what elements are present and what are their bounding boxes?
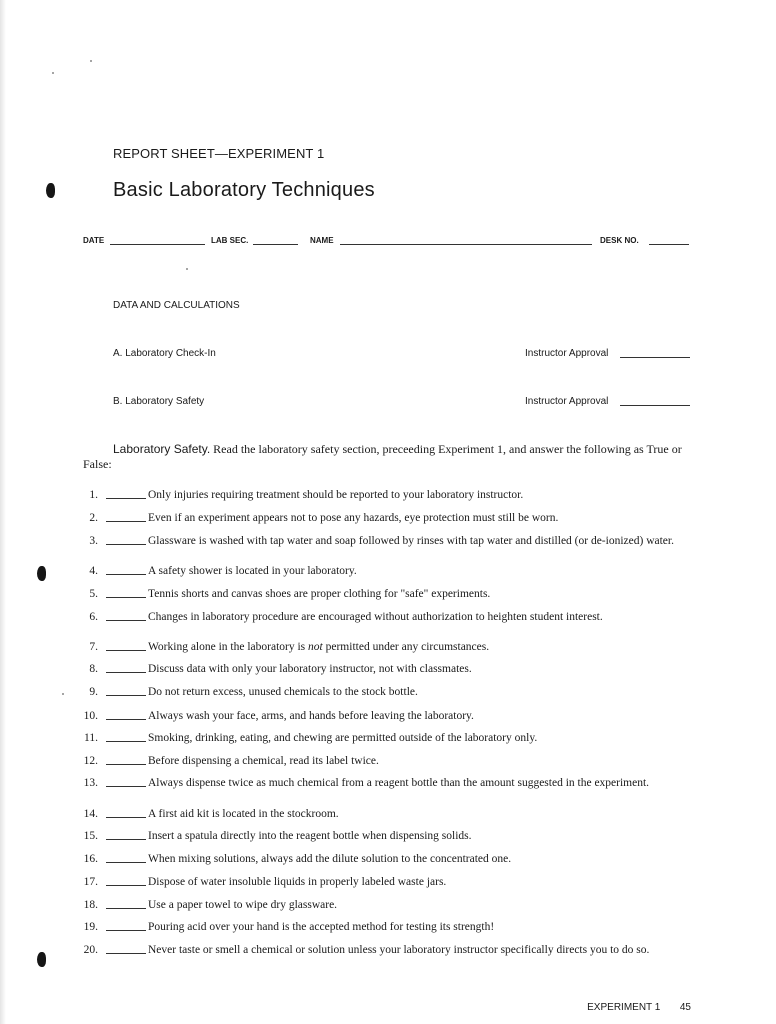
answer-blank[interactable]	[106, 953, 146, 954]
question-text: Discuss data with only your laboratory instructor, not with classmates.	[148, 663, 472, 675]
answer-blank[interactable]	[106, 544, 146, 545]
answer-blank[interactable]	[106, 786, 146, 787]
scan-speck	[186, 268, 188, 270]
name-label: NAME	[310, 236, 334, 245]
report-sheet-label: REPORT SHEET—EXPERIMENT 1	[113, 146, 325, 161]
answer-blank[interactable]	[106, 817, 146, 818]
answer-blank[interactable]	[106, 672, 146, 673]
instructions-paragraph	[83, 442, 695, 472]
question-text: Changes in laboratory procedure are encouraged without authorization to heighten student interest.	[148, 611, 603, 623]
answer-blank[interactable]	[106, 930, 146, 931]
instructions-lead: Laboratory Safety.	[113, 442, 211, 456]
binder-hole-middle	[37, 566, 46, 581]
question-text: Smoking, drinking, eating, and chewing are permitted outside of the laboratory only.	[148, 732, 538, 744]
scan-speck	[62, 693, 64, 695]
header-row	[83, 236, 698, 250]
page-number: 45	[679, 1002, 691, 1013]
safety-approval-field[interactable]	[620, 398, 690, 406]
section-heading: DATA AND CALCULATIONS	[113, 300, 240, 311]
date-label: DATE	[83, 236, 105, 245]
question-number: 5.	[89, 588, 98, 600]
answer-blank[interactable]	[106, 719, 146, 720]
answer-blank[interactable]	[106, 620, 146, 621]
question-number: 1.	[89, 489, 98, 501]
question-text: Working alone in the laboratory is not permitted under any circumstances.	[148, 641, 490, 653]
question-text: Always dispense twice as much chemical from a reagent bottle than the amount suggested in the experiment.	[148, 777, 650, 789]
answer-blank[interactable]	[106, 908, 146, 909]
question-text: Always wash your face, arms, and hands before leaving the laboratory.	[148, 710, 474, 722]
answer-blank[interactable]	[106, 862, 146, 863]
question-number: 6.	[89, 611, 98, 623]
binder-hole-bottom	[37, 952, 46, 967]
question-number: 7.	[89, 641, 98, 653]
date-field[interactable]	[110, 237, 205, 245]
checkin-approval-field[interactable]	[620, 350, 690, 358]
binder-hole-top	[46, 183, 55, 198]
answer-blank[interactable]	[106, 650, 146, 651]
answer-blank[interactable]	[106, 574, 146, 575]
answer-blank[interactable]	[106, 764, 146, 765]
name-field[interactable]	[340, 237, 592, 245]
question-number: 16.	[83, 853, 98, 865]
question-number: 18.	[83, 899, 98, 911]
question-number: 10.	[83, 710, 98, 722]
question-number: 11.	[84, 732, 98, 744]
question-text: Dispose of water insoluble liquids in properly labeled waste jars.	[148, 876, 447, 888]
page-title: Basic Laboratory Techniques	[113, 179, 375, 201]
footer-experiment: EXPERIMENT 1	[587, 1002, 661, 1013]
question-number: 13.	[83, 777, 98, 789]
question-number: 20.	[83, 944, 98, 956]
question-text: Do not return excess, unused chemicals to the stock bottle.	[148, 686, 418, 698]
question-text: Pouring acid over your hand is the accepted method for testing its strength!	[148, 921, 495, 933]
answer-blank[interactable]	[106, 885, 146, 886]
page-footer	[587, 1002, 691, 1013]
question-text: Before dispensing a chemical, read its label twice.	[148, 755, 379, 767]
question-number: 9.	[89, 686, 98, 698]
checkin-label: A. Laboratory Check-In	[113, 348, 216, 359]
question-text: A first aid kit is located in the stockroom.	[148, 808, 339, 820]
safety-label: B. Laboratory Safety	[113, 396, 205, 407]
page-edge-shadow	[0, 0, 6, 1024]
question-text: A safety shower is located in your laboratory.	[148, 565, 357, 577]
safety-approval-label: Instructor Approval	[525, 396, 609, 407]
desk-no-label: DESK NO.	[600, 236, 639, 245]
scan-speck	[52, 72, 54, 74]
answer-blank[interactable]	[106, 695, 146, 696]
question-number: 14.	[83, 808, 98, 820]
answer-blank[interactable]	[106, 498, 146, 499]
lab-sec-label: LAB SEC.	[211, 236, 249, 245]
answer-blank[interactable]	[106, 597, 146, 598]
question-text: When mixing solutions, always add the dilute solution to the concentrated one.	[148, 853, 512, 865]
instructions-text: Read the laboratory safety section, preceeding Experiment 1, and answer the following as True or False:	[83, 442, 682, 471]
question-number: 19.	[83, 921, 98, 933]
question-text: Never taste or smell a chemical or solution unless your laboratory instructor specifically directs you to do so.	[148, 944, 650, 956]
question-text: Even if an experiment appears not to pose any hazards, eye protection must still be worn.	[148, 512, 559, 524]
question-number: 4.	[89, 565, 98, 577]
answer-blank[interactable]	[106, 741, 146, 742]
question-text: Only injuries requiring treatment should be reported to your laboratory instructor.	[148, 489, 524, 501]
scan-speck	[90, 60, 92, 62]
question-number: 12.	[83, 755, 98, 767]
answer-blank[interactable]	[106, 521, 146, 522]
answer-blank[interactable]	[106, 839, 146, 840]
question-number: 17.	[83, 876, 98, 888]
question-text: Use a paper towel to wipe dry glassware.	[148, 899, 338, 911]
question-number: 8.	[89, 663, 98, 675]
question-number: 15.	[83, 830, 98, 842]
question-text: Tennis shorts and canvas shoes are proper clothing for "safe" experiments.	[148, 588, 491, 600]
question-text: Insert a spatula directly into the reagent bottle when dispensing solids.	[148, 830, 472, 842]
lab-sec-field[interactable]	[253, 237, 298, 245]
question-number: 2.	[89, 512, 98, 524]
question-number: 3.	[89, 535, 98, 547]
desk-no-field[interactable]	[649, 237, 689, 245]
question-text: Glassware is washed with tap water and soap followed by rinses with tap water and distilled (or de-ionized) water.	[148, 535, 674, 547]
checkin-approval-label: Instructor Approval	[525, 348, 609, 359]
